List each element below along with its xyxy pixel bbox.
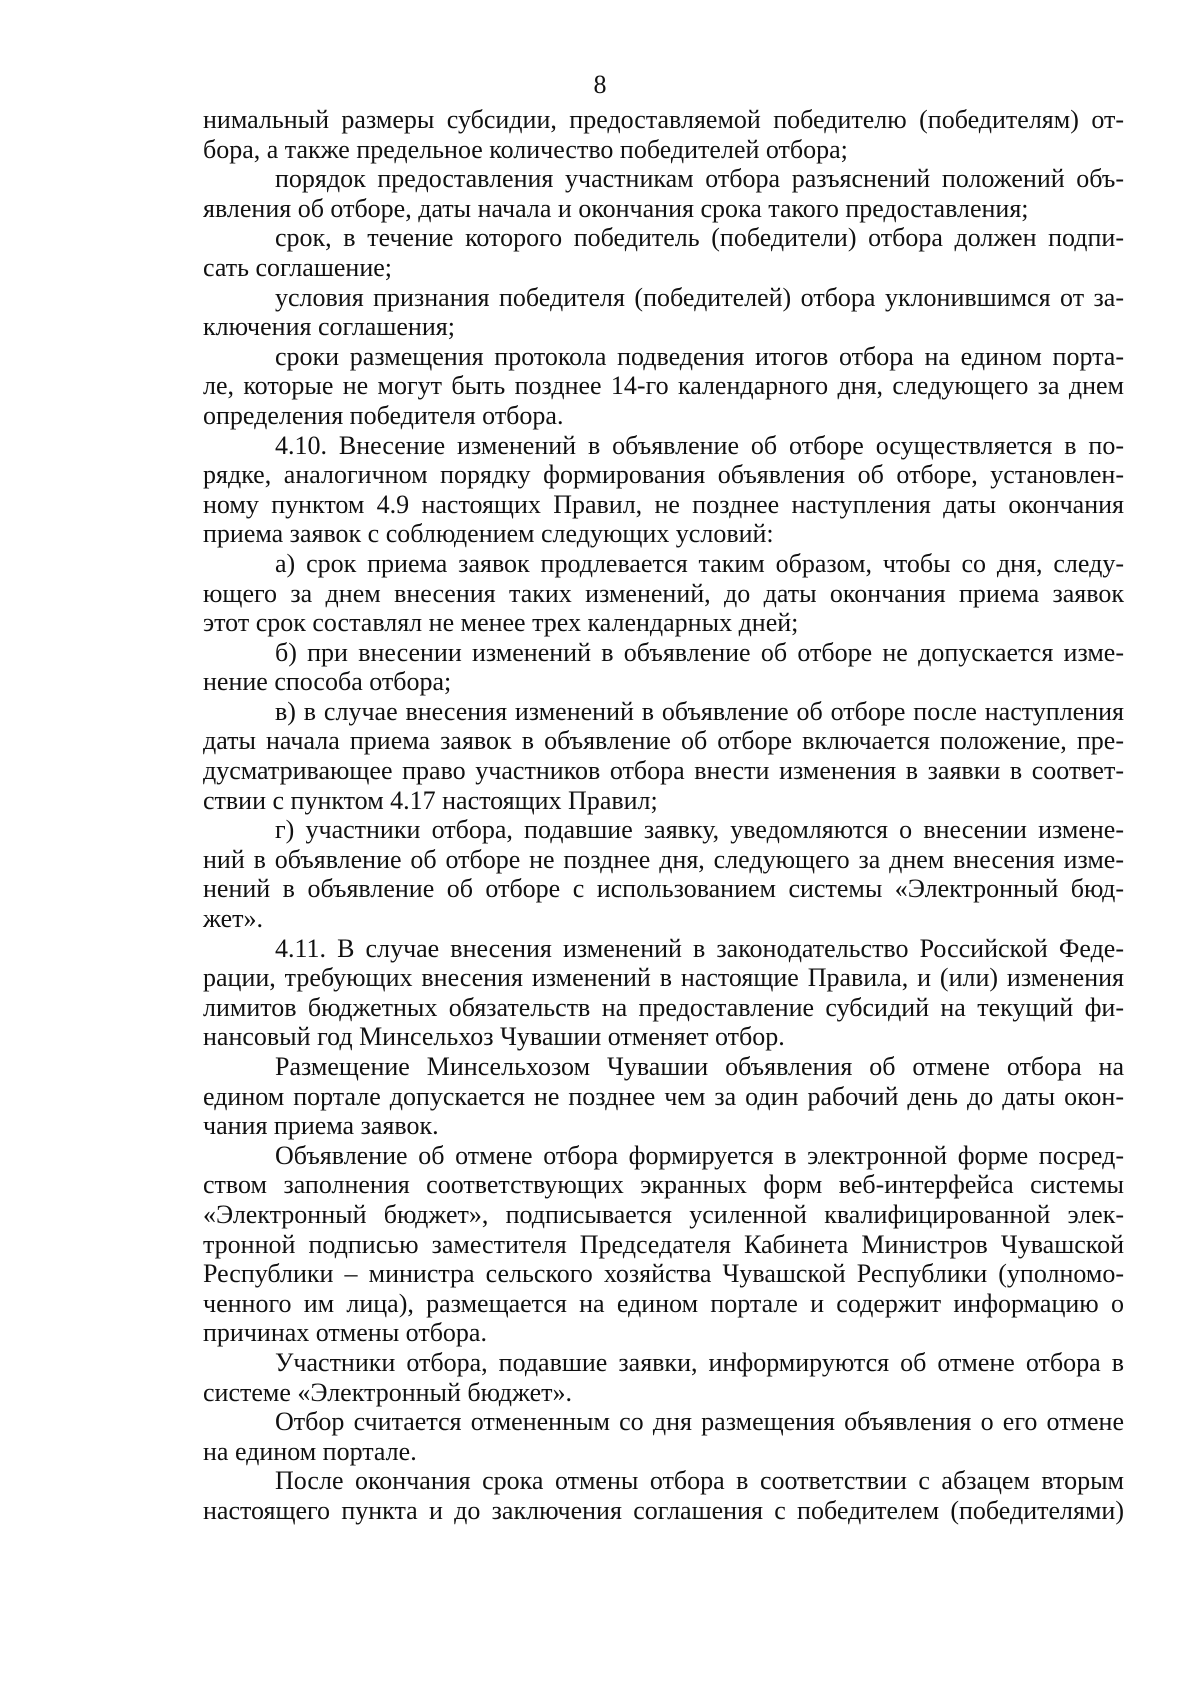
text-line: а) срок приема заявок продлевается таким образом, чтобы со дня, следу- — [275, 548, 1124, 578]
text-line: Размещение Минсельхозом Чувашии объявления об отмене отбора на — [275, 1052, 1124, 1081]
text-line: ченного им лица), размещается на едином портале и содержит информацию о — [203, 1288, 1124, 1318]
text-line: явления об отборе, даты начала и окончания срока такого предоставления; — [203, 193, 1029, 223]
text-line: в) в случае внесения изменений в объявление об отборе после наступления — [275, 696, 1124, 726]
text-line: дусматривающее право участников отбора внести изменения в заявки в соответ- — [203, 756, 1124, 786]
text-line: б) при внесении изменений в объявление об отборе не допускается изме- — [275, 637, 1124, 667]
text-line: 4.10. Внесение изменений в объявление об отборе осуществляется в по- — [275, 430, 1124, 460]
document-body — [203, 105, 1124, 1526]
text-line: едином портале допускается не позднее чем за один рабочий день до даты окон- — [203, 1081, 1124, 1111]
text-line: После окончания срока отмены отбора в соответствии с абзацем вторым — [275, 1466, 1124, 1496]
text-line: ному пунктом 4.9 настоящих Правил, не позднее наступления даты окончания — [203, 489, 1124, 519]
text-line: бора, а также предельное количество победителей отбора; — [203, 134, 848, 164]
text-line: ний в объявление об отборе не позднее дня, следующего за днем внесения изме- — [203, 844, 1124, 874]
text-line: нение способа отбора; — [203, 667, 452, 697]
text-line: срок, в течение которого победитель (победители) отбора должен подпи- — [275, 223, 1124, 253]
text-line: системе «Электронный бюджет». — [203, 1377, 572, 1407]
text-line: Объявление об отмене отбора формируется в электронной форме посред- — [275, 1140, 1124, 1170]
text-line: ключения соглашения; — [203, 312, 455, 342]
text-line: нений в объявление об отборе с использованием системы «Электронный бюд- — [203, 874, 1124, 904]
text-line: причинах отмены отбора. — [203, 1318, 487, 1348]
text-line: г) участники отбора, подавшие заявку, уведомляются о внесении измене- — [275, 815, 1124, 845]
text-line: рации, требующих внесения изменений в настоящие Правила, и (или) изменения — [203, 963, 1124, 993]
text-line: лимитов бюджетных обязательств на предоставление субсидий на текущий фи- — [203, 992, 1124, 1022]
text-line: «Электронный бюджет», подписывается усиленной квалифицированной элек- — [203, 1199, 1124, 1229]
text-line: ствии с пунктом 4.17 настоящих Правил; — [203, 785, 658, 815]
text-line: этот срок составлял не менее трех календарных дней; — [203, 608, 799, 638]
page-number: 8 — [593, 70, 607, 99]
text-line: Отбор считается отмененным со дня размещения объявления о его отмене — [275, 1407, 1124, 1437]
text-line: нимальный размеры субсидии, предоставляемой победителю (победителям) от- — [203, 105, 1124, 134]
text-line: жет». — [203, 904, 264, 934]
text-line: определения победителя отбора. — [203, 400, 564, 430]
text-line: чания приема заявок. — [203, 1111, 439, 1141]
text-line: Республики – министра сельского хозяйства Чувашской Республики (уполномо- — [203, 1259, 1124, 1289]
text-line: Участники отбора, подавшие заявки, информируются об отмене отбора в — [275, 1347, 1124, 1377]
text-line: сать соглашение; — [203, 252, 392, 282]
text-line: ющего за днем внесения таких изменений, до даты окончания приема заявок — [203, 578, 1124, 608]
text-line: тронной подписью заместителя Председателя Кабинета Министров Чувашской — [203, 1229, 1124, 1259]
text-line: условия признания победителя (победителей) отбора уклонившимся от за- — [275, 282, 1124, 312]
text-line: приема заявок с соблюдением следующих условий: — [203, 519, 774, 549]
text-line: нансовый год Минсельхоз Чувашии отменяет отбор. — [203, 1022, 785, 1052]
text-line: ством заполнения соответствующих экранных форм веб-интерфейса системы — [203, 1170, 1124, 1200]
text-line: рядке, аналогичном порядку формирования объявления об отборе, установлен- — [203, 460, 1124, 490]
text-line: сроки размещения протокола подведения итогов отбора на едином порта- — [275, 341, 1124, 371]
text-line: на едином портале. — [203, 1436, 417, 1466]
text-line: 4.11. В случае внесения изменений в законодательство Российской Феде- — [275, 933, 1124, 963]
text-line: настоящего пункта и до заключения соглашения с победителем (победителями) — [203, 1495, 1124, 1525]
text-line: даты начала приема заявок в объявление об отборе включается положение, пре- — [203, 726, 1124, 756]
text-line: ле, которые не могут быть позднее 14-го календарного дня, следующего за днем — [203, 371, 1124, 401]
text-line: порядок предоставления участникам отбора разъяснений положений объ- — [275, 164, 1124, 194]
